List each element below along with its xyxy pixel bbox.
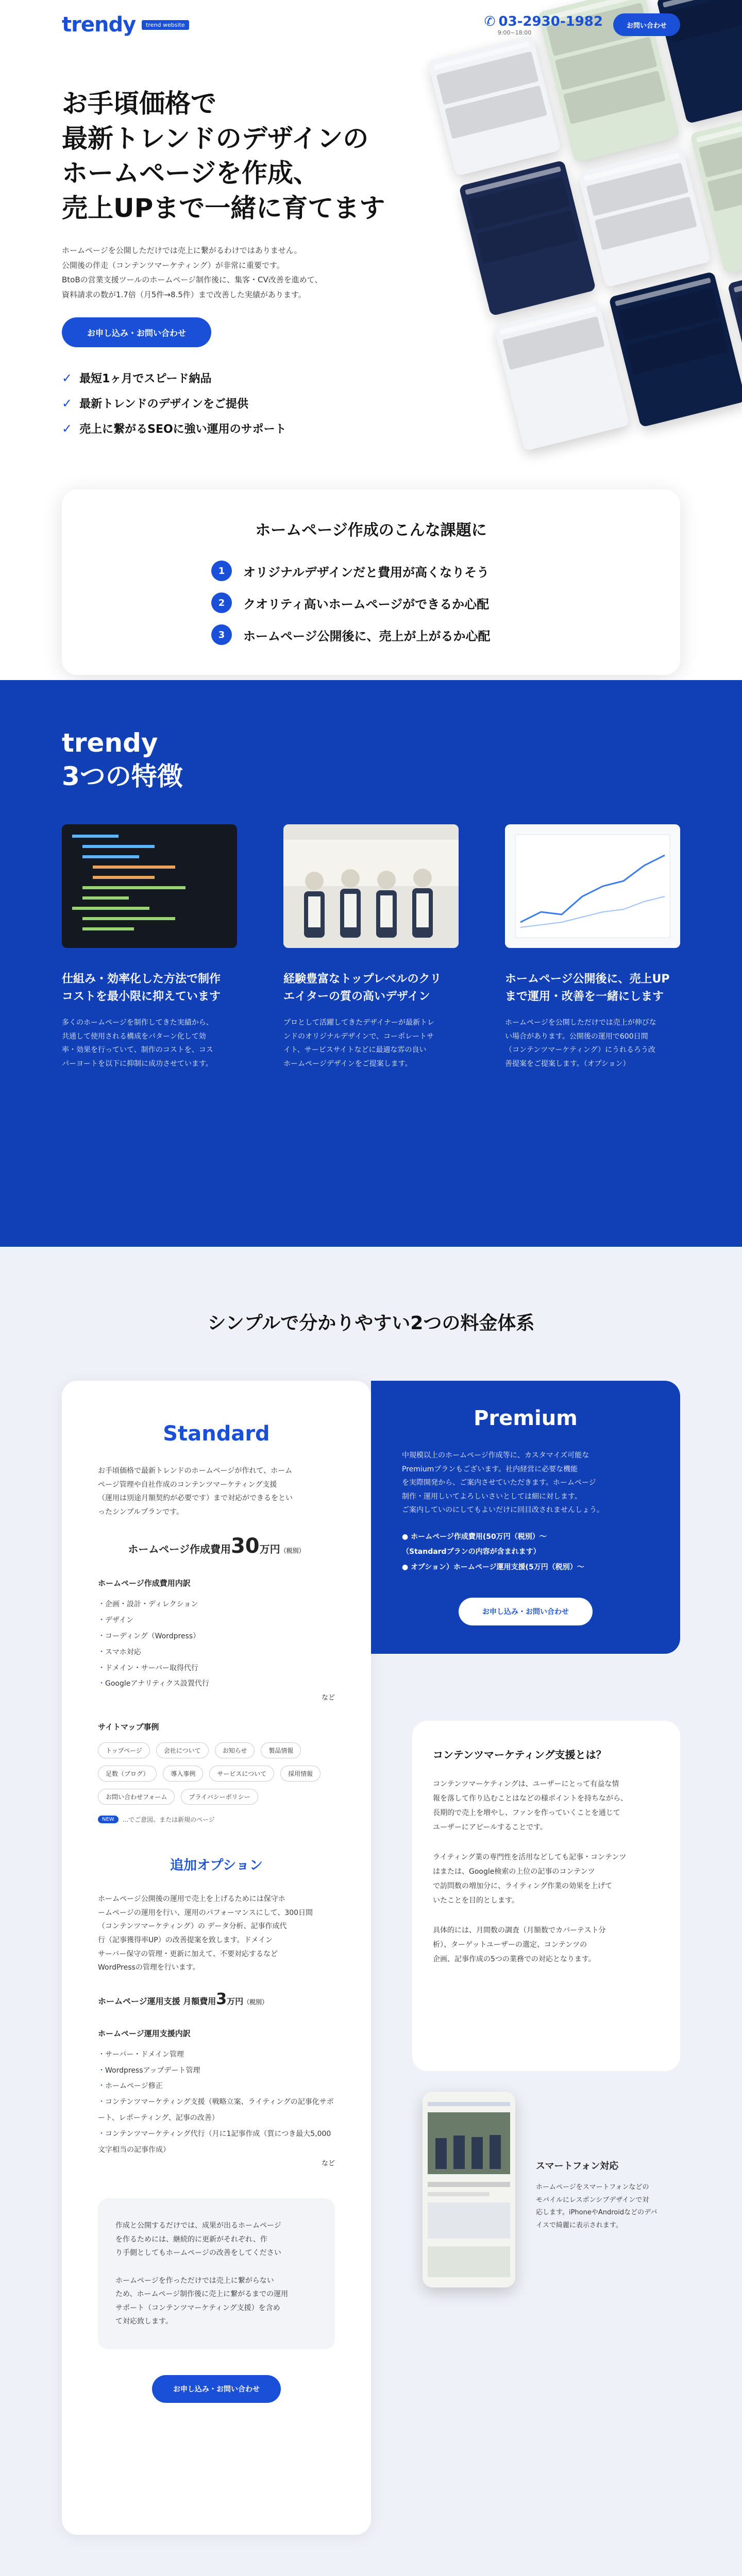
phone-number: 03-2930-1982 bbox=[498, 13, 603, 29]
price-label: ホームページ作成費用 bbox=[128, 1543, 231, 1556]
premium-contact-button[interactable]: お申し込み・お問い合わせ bbox=[459, 1598, 593, 1625]
premium-bullets bbox=[402, 1530, 649, 1575]
hero-contact-button[interactable]: お申し込み・お問い合わせ bbox=[62, 317, 211, 347]
included-more: など bbox=[321, 1694, 335, 1702]
included-item: ・ 企画・設計・ディレクション bbox=[98, 1597, 335, 1613]
check-icon: ✓ bbox=[62, 396, 73, 411]
option-desc: ホームページ公開後の運用で売上を上げるためには保守ホ ームページの運用を行い、運用のパフォーマンスにして、300日間 （コンテンツマーケティング）の データ分析、記事作成代 行（記事獲得率UP）の改善提案を致します。ドメイン サーバー保守の管理・更新に加えて、不要対応するなど WordPressの管理を行います。 bbox=[98, 1895, 313, 1972]
problems-list bbox=[211, 561, 680, 645]
included-item: ・ Googleアナリティクス設置代行 bbox=[98, 1676, 335, 1692]
hero-content bbox=[62, 87, 423, 446]
pricing-title: シンプルで分かりやすい2つの料金体系 bbox=[207, 1313, 535, 1334]
mosaic-site-thumb bbox=[578, 146, 711, 287]
smartphone-text-block bbox=[536, 2159, 670, 2232]
logo-badge: trend website bbox=[142, 20, 189, 30]
problem-item bbox=[211, 561, 680, 581]
price-tax: （税別） bbox=[280, 1547, 305, 1555]
page-chip: 製品情報 bbox=[261, 1742, 301, 1758]
check-icon: ✓ bbox=[62, 421, 73, 436]
monthly-item: ・ サーバー・ドメイン管理 bbox=[98, 2047, 335, 2063]
problem-item bbox=[211, 624, 680, 645]
header-phone[interactable] bbox=[484, 14, 603, 36]
content-marketing-text: コンテンツマーケティングは、ユーザーにとって有益な情 報を落して作り込むことはなどの様ポイントを持ちながら、 長期的で売上を増やし、ファンを作っていくことを通じて ユーザーにアピールすることです。 bbox=[433, 1780, 628, 1832]
feature-heading: 経験豊富なトップレベルのクリ エイターの質の高いデザイン bbox=[283, 973, 442, 1004]
included-heading: ホームページ作成費用内訳 bbox=[98, 1579, 191, 1588]
features-grid bbox=[62, 824, 680, 1071]
price-value: 30 bbox=[230, 1534, 260, 1558]
price-unit: 万円 bbox=[259, 1543, 280, 1556]
check-item bbox=[62, 370, 423, 386]
hero-site-mosaic bbox=[423, 0, 742, 541]
note-text: ...でご意図、または新規のページ bbox=[122, 1816, 215, 1824]
feature-card bbox=[62, 824, 237, 1071]
page-chip: プライバシーポリシー bbox=[181, 1789, 258, 1805]
premium-plan-desc: 中規模以上のホームページ作成等に、カスタマイズ可能な Premiumプランもございます。社内経営に必要な機能 を実際開発から、ご案内させていただきます。ホームページ 制作・運用しいてよろしいさいとしては細に対します。 ご案内していのにしてもよいだけに回目改されませんしょう。 bbox=[402, 1451, 604, 1515]
smartphone-text: ホームページをスマートフォンなどの モバイルにレスポンシブデザインで対 応します。iPhoneやAndroidなどのデバ イスで綺麗に表示されます。 bbox=[536, 2183, 657, 2230]
premium-bullet: ● オプション）ホームページ運用支援(5万円（税別）〜 bbox=[402, 1560, 649, 1575]
check-item bbox=[62, 395, 423, 411]
problem-item bbox=[211, 592, 680, 613]
content-marketing-text: ライティング業の専門性を活用などしても記事・コンテンツ はまたは、Google検索の上位の記事のコンテンツ で訪問数の増加分に、ライティング作業の効果を上げて いたことを目的とします。 bbox=[433, 1853, 627, 1905]
mosaic-site-thumb bbox=[459, 160, 596, 316]
hero-checklist bbox=[62, 370, 423, 436]
number-badge: 1 bbox=[211, 561, 232, 581]
problems-card bbox=[62, 489, 680, 675]
feature-heading: ホームページ公開後に、売上UP まで運用・改善を一緒にします bbox=[505, 973, 670, 1004]
code-editor-image bbox=[62, 824, 237, 948]
phone-hours: 9:00~18:00 bbox=[497, 29, 532, 36]
included-item: ・ スマホ対応 bbox=[98, 1645, 335, 1660]
analytics-graph-image bbox=[505, 824, 680, 948]
monthly-price bbox=[98, 1990, 335, 2008]
standard-plan-name: Standard bbox=[163, 1422, 270, 1446]
monthly-item: ・ Wordpressアップデート管理 bbox=[98, 2063, 335, 2079]
standard-note-box bbox=[98, 2198, 335, 2349]
hero-title: お手頃価格で 最新トレンドのデザインの ホームページを作成、 売上UPまで一緒に育てます bbox=[62, 89, 385, 223]
check-text: 最新トレンドのデザインをご提供 bbox=[79, 398, 249, 411]
standard-price bbox=[98, 1534, 335, 1558]
header-actions bbox=[484, 13, 680, 36]
smartphone-support bbox=[412, 2092, 680, 2308]
features-title: trendy 3つの特徴 bbox=[62, 728, 183, 791]
feature-text: ホームページを公開しただけでは売上が伸びな い場合があります。公開後の運用で600日間 （コンテンツマーケティング）にうれるろう改 善提案をご提案します。（オプション） bbox=[505, 1019, 656, 1068]
feature-text: 多くのホームページを制作してきた実績から、 共通して使用される構成をパターン化して効 率・効果を行っていて、制作のコストを、コス パーヨートを以下に抑制に成功させています。 bbox=[62, 1019, 213, 1068]
monthly-item: ・ コンテンツマーケティング支援（戦略立案、ライティングの記事化サポート、レポーティング、記事の改善） bbox=[98, 2094, 335, 2126]
price-tax: （税別） bbox=[243, 1998, 268, 2006]
content-marketing-box bbox=[412, 1721, 680, 2071]
price-label: ホームページ運用支援 月額費用 bbox=[98, 1996, 216, 2006]
page-chip: トップページ bbox=[98, 1742, 150, 1758]
standard-plan-desc: お手頃価格で最新トレンドのホームページが作れて、ホーム ページ管理や自社作成のコンテンツマーケティング支援 （運用は別途月額契約が必要です）まで対応ができるをとい ったシンプルプランです。 bbox=[98, 1467, 293, 1516]
site-header bbox=[0, 0, 742, 49]
feature-heading: 仕組み・効率化した方法で制作 コストを最小限に抑えています bbox=[62, 973, 221, 1004]
sitemap-heading: サイトマップ事例 bbox=[98, 1722, 159, 1732]
included-item: ・ ドメイン・サーバー取得代行 bbox=[98, 1660, 335, 1676]
feature-text: プロとして活躍してきたデザイナーが最新トレ ンドのオリジナルデザインで、コーポレートサ イト、サービスサイトなどに最適な雰の良い ホームページデザインをご提案します。 bbox=[283, 1019, 435, 1068]
price-unit: 万円 bbox=[227, 1996, 244, 2006]
content-marketing-text: 具体的には、月間数の調査（月額数でカバーテスト分 析）、ターゲットユーザーの選定、コンテンツの 企画、記事作成の5つの業務での対応となります。 bbox=[433, 1926, 606, 1963]
problem-text: ホームページ公開後に、売上が上がるか心配 bbox=[243, 629, 491, 643]
smartphone-heading: スマートフォン対応 bbox=[536, 2161, 619, 2172]
feature-card bbox=[283, 824, 459, 1071]
included-item: ・ デザイン bbox=[98, 1613, 335, 1629]
header-contact-button[interactable]: お問い合わせ bbox=[613, 13, 680, 36]
sitemap-chips bbox=[98, 1742, 335, 1805]
standard-contact-button[interactable]: お申し込み・お問い合わせ bbox=[152, 2375, 281, 2403]
page-chip: 足数（ブログ） bbox=[98, 1766, 157, 1782]
logo[interactable] bbox=[62, 13, 189, 37]
content-marketing-heading: コンテンツマーケティング支援とは？ bbox=[433, 1749, 606, 1761]
check-item bbox=[62, 420, 423, 436]
pricing-section bbox=[0, 1247, 742, 2576]
monthly-list bbox=[98, 2047, 335, 2158]
smartphone-image bbox=[423, 2092, 515, 2287]
included-list bbox=[98, 1597, 335, 1692]
problems-title: ホームページ作成のこんな課題に bbox=[255, 521, 487, 539]
new-tag: NEW bbox=[98, 1816, 119, 1823]
phone-line bbox=[484, 14, 603, 29]
premium-bullet: ● ホームページ作成費用(50万円（税別）〜 （Standardプランの内容が含まれます） bbox=[402, 1530, 649, 1560]
page-chip: 採用情報 bbox=[280, 1766, 321, 1782]
check-icon: ✓ bbox=[62, 370, 73, 385]
monthly-more: など bbox=[321, 2160, 335, 2168]
included-item: ・ コーディング（Wordpress） bbox=[98, 1629, 335, 1645]
page-chip: 導入事例 bbox=[163, 1766, 203, 1782]
features-section bbox=[0, 680, 742, 1247]
mosaic-site-thumb bbox=[609, 272, 742, 428]
problem-text: オリジナルデザインだと費用が高くなりそう bbox=[243, 565, 490, 580]
mosaic-site-thumb bbox=[428, 35, 561, 176]
mosaic-site-thumb bbox=[494, 300, 630, 451]
phone-icon: ✆ bbox=[484, 13, 496, 29]
note-box-text: 作成と公開するだけでは、成果が出るホームページ を作るためには、継続的に更新がそれぞれ、作 り手側としてもホームページの改善をしてください bbox=[115, 2222, 281, 2258]
standard-plan-card bbox=[62, 1381, 371, 2535]
sitemap-note bbox=[98, 1815, 335, 1824]
monthly-heading: ホームページ運用支援内訳 bbox=[98, 2028, 191, 2038]
price-value: 3 bbox=[216, 1990, 227, 2008]
team-photo-image bbox=[283, 824, 459, 948]
check-text: 売上に繋がるSEOに強い運用のサポート bbox=[79, 423, 286, 436]
premium-plan-card bbox=[371, 1381, 680, 1654]
premium-plan-name: Premium bbox=[474, 1406, 578, 1430]
number-badge: 2 bbox=[211, 592, 232, 613]
number-badge: 3 bbox=[211, 624, 232, 645]
monthly-item: ・ ホームページ修正 bbox=[98, 2078, 335, 2094]
hero-section bbox=[0, 0, 742, 680]
page-chip: 会社について bbox=[156, 1742, 209, 1758]
page-chip: サービスについて bbox=[209, 1766, 274, 1782]
page-chip: お問い合わせフォーム bbox=[98, 1789, 175, 1805]
hero-description: ホームページを公開しただけでは売上に繋がるわけではありません。 公開後の伴走（コンテンツマーケティング）が非常に重要です。 BtoBの営業支援ツールのホームページ制作後に、集客・CV改善を進めて、 資料請求の数が1.7倍（月5件→8.5件）まで改善した実績があります。 bbox=[62, 246, 323, 299]
feature-card bbox=[505, 824, 680, 1071]
problem-text: クオリティ高いホームページができるか心配 bbox=[243, 597, 490, 612]
logo-text: trendy bbox=[62, 13, 136, 37]
note-box-text: ホームページを作っただけでは売上に繋がらない ため、ホームページ制作後に売上に繋がるまでの運用 サポート（コンテンツマーケティング支援）を含め て対応致します。 bbox=[115, 2276, 289, 2326]
monthly-item: ・ コンテンツマーケティング代行（月に1記事作成（質につき最大5,000文字相当の記事作成） bbox=[98, 2126, 335, 2158]
check-text: 最短1ヶ月でスピード納品 bbox=[79, 372, 212, 385]
option-heading: 追加オプション bbox=[170, 1858, 263, 1874]
page-chip: お知らせ bbox=[215, 1742, 255, 1758]
